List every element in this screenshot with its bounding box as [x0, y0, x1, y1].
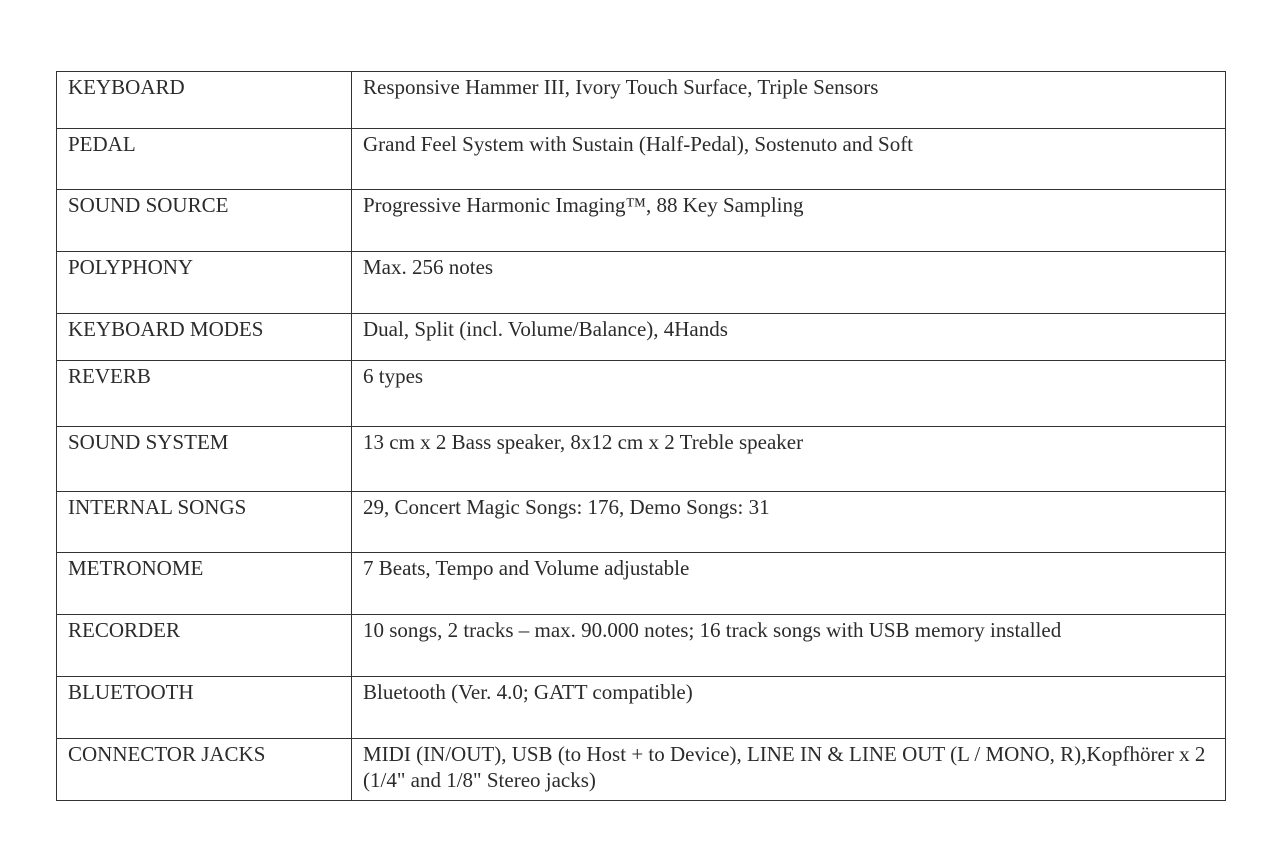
- spec-value: Dual, Split (incl. Volume/Balance), 4Hands: [352, 314, 1226, 361]
- spec-value: Grand Feel System with Sustain (Half-Pedal), Sostenuto and Soft: [352, 129, 1226, 190]
- spec-table: [56, 71, 1226, 801]
- spec-label: RECORDER: [57, 615, 352, 677]
- spec-value: Bluetooth (Ver. 4.0; GATT compatible): [352, 677, 1226, 739]
- table-row: [57, 553, 1226, 615]
- spec-value: MIDI (IN/OUT), USB (to Host + to Device), LINE IN & LINE OUT (L / MONO, R),Kopfhörer x 2 (1/4" and 1/8" Stereo jacks): [352, 739, 1226, 801]
- spec-label: METRONOME: [57, 553, 352, 615]
- table-row: [57, 677, 1226, 739]
- spec-value: 7 Beats, Tempo and Volume adjustable: [352, 553, 1226, 615]
- table-row: [57, 361, 1226, 427]
- table-row: [57, 314, 1226, 361]
- spec-value: 6 types: [352, 361, 1226, 427]
- table-row: [57, 427, 1226, 492]
- table-row: [57, 129, 1226, 190]
- table-row: [57, 190, 1226, 252]
- spec-label: SOUND SYSTEM: [57, 427, 352, 492]
- spec-label: KEYBOARD: [57, 72, 352, 129]
- table-row: [57, 492, 1226, 553]
- spec-label: BLUETOOTH: [57, 677, 352, 739]
- table-row: [57, 72, 1226, 129]
- spec-value: 13 cm x 2 Bass speaker, 8x12 cm x 2 Treble speaker: [352, 427, 1226, 492]
- spec-label: REVERB: [57, 361, 352, 427]
- spec-value: Responsive Hammer III, Ivory Touch Surface, Triple Sensors: [352, 72, 1226, 129]
- table-row: [57, 739, 1226, 801]
- table-row: [57, 252, 1226, 314]
- table-row: [57, 615, 1226, 677]
- spec-value: 10 songs, 2 tracks – max. 90.000 notes; 16 track songs with USB memory installed: [352, 615, 1226, 677]
- spec-label: CONNECTOR JACKS: [57, 739, 352, 801]
- spec-label: SOUND SOURCE: [57, 190, 352, 252]
- spec-label: PEDAL: [57, 129, 352, 190]
- spec-label: POLYPHONY: [57, 252, 352, 314]
- spec-value: 29, Concert Magic Songs: 176, Demo Songs: 31: [352, 492, 1226, 553]
- spec-label: KEYBOARD MODES: [57, 314, 352, 361]
- spec-value: Max. 256 notes: [352, 252, 1226, 314]
- spec-value: Progressive Harmonic Imaging™, 88 Key Sampling: [352, 190, 1226, 252]
- spec-label: INTERNAL SONGS: [57, 492, 352, 553]
